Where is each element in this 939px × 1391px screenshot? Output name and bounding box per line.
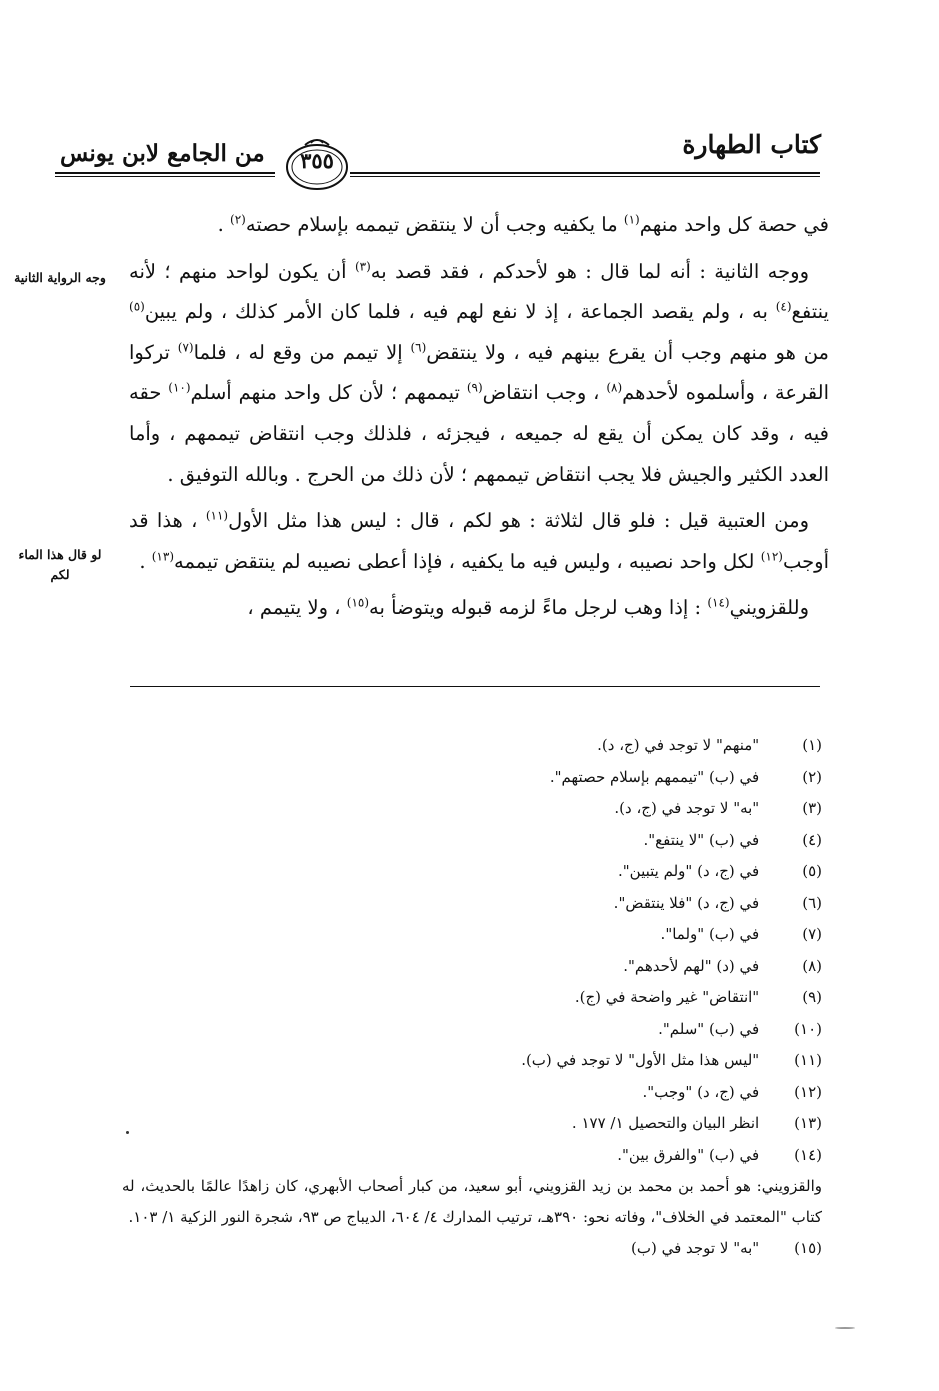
footnote-item: (١٣) انظر البيان والتحصيل ١/ ١٧٧ .	[571, 1114, 822, 1132]
footnote-item: (١) "منهم" لا توجد في (ج، د).	[597, 736, 822, 754]
footnote-ref: (١٣)	[151, 549, 174, 564]
footnote-ref: (١٥)	[346, 595, 370, 610]
main-text	[129, 205, 829, 635]
footnote-ref: (١٠)	[168, 380, 191, 395]
footnote-item: (٧) في (ب) "ولما".	[660, 925, 822, 943]
footnote-item: (٩) "انتقاض" غير واضحة في (ج).	[574, 988, 822, 1006]
footnote-ref: (١١)	[205, 508, 229, 523]
page-number: ٣٥٥	[300, 148, 334, 173]
footnote-item: (٤) في (ب) "لا ينتفع".	[643, 830, 822, 849]
footnote-ref: (٩)	[466, 380, 483, 395]
footnote-item: (٥) في (ج، د) "ولم يتبين".	[618, 862, 822, 880]
footnote-ref: (٣)	[354, 259, 371, 274]
header-rule-left-thin	[55, 176, 275, 177]
scan-speck	[126, 1131, 129, 1134]
footnote-separator	[130, 686, 820, 687]
footnote-item: (١١) "ليس هذا مثل الأول" لا توجد في (ب).	[521, 1051, 822, 1069]
footnote-item: (١٠) في (ب) "سلم".	[658, 1019, 822, 1038]
footnote-ref: (٥)	[129, 299, 145, 314]
footnote-ref: (٧)	[177, 340, 194, 355]
scan-speck	[835, 1327, 855, 1329]
paragraph-4: وللقزويني$^{(١٤)}$ : إذا وهب لرجل ماءً لزمه قبوله ويتوضأ به$^{(١٥)}$ ، ولا يتيمم ،	[247, 595, 809, 620]
footnote-item: (٣) "به" لا توجد في (ج، د).	[614, 799, 822, 817]
footnote-item: (١٥) "به" لا توجد في (ب)	[631, 1239, 822, 1257]
margin-note-second-narration: وجه الرواية الثانية	[14, 270, 106, 285]
footnote-ref: (٢)	[230, 212, 246, 227]
paragraph-2: ووجه الثانية : أنه لما قال : هو لأحدكم ، فقد قصد به$^{(٣)}$ أن يكون لواحد منهم ؛ لأنه ينتفع$^{(٤)}$ به ، ولم يقصد الجماعة ، إذ لا نفع لهم فيه ، فلما كان الأمر كذلك ، ولم يبين$^{(٥)}$ من هو منهم وجب أن يقرع بينهم فيه ، ولا ينتقض$^{(٦)}$ إلا تيمم من وقع له ، فلما$^{(٧)}$ تركوا القرعة ، وأسلموه لأحدهم$^{(٨)}$ ، وجب انتقاض$^{(٩)}$ تيممهم ؛ لأن كل واحد منهم أسلم$^{(١٠)}$ حقه فيه ، وقد كان يمكن أن يقع له جميعه ، فيجزئه ، فلذلك وجب انتقاض تيممهم ، وأما العدد الكثير والجيش فلا يجب انتقاض تيممهم ؛ لأن ذلك من الحرج . وبالله التوفيق .	[129, 259, 830, 486]
paragraph-3: ومن العتبية قيل : فلو قال لثلاثة : هو لكم ، قال : ليس هذا مثل الأول$^{(١١)}$ ، هذا قد أوجب$^{(١٢)}$ لكل واحد نصيبه ، وليس فيه ما يكفيه ، فإذا أعطى نصيبه لم ينتقض تيممه$^{(١٣)}$ .	[129, 508, 829, 573]
book-title: كتاب الطهارة	[682, 130, 821, 159]
footnote-ref: (٨)	[606, 380, 623, 395]
footnotes	[122, 730, 822, 1265]
margin-note-water-for-you: لو قال هذا الماء لكم	[18, 547, 102, 582]
footnote-ref: (١٤)	[707, 595, 730, 610]
header-rule-left	[55, 172, 275, 174]
header-rule-right-thin	[350, 176, 820, 177]
footnote-ref: (١٢)	[760, 549, 783, 564]
source-title: من الجامع لابن يونس	[60, 140, 265, 167]
footnote-ref: (٤)	[775, 299, 792, 314]
footnote-item: (١٤) في (ب) "والفرق بين".	[617, 1145, 822, 1164]
footnote-item: (٢) في (ب) "تيممهم بإسلام حصتهم".	[549, 767, 822, 786]
footnote-ref: (٦)	[410, 340, 427, 355]
footnote-item: (١٢) في (ج، د) "وجب".	[642, 1082, 822, 1101]
footnote-biography: والقزويني: هو أحمد بن محمد بن زيد القزويني، أبو سعيد، من كبار أصحاب الأبهري، كان زاهدًا عالمًا بالحديث، له كتاب "المعتمد في الخلاف"، وفاته نحو: ٣٩٠هـ، ترتيب المدارك ٤/ ٦٠٤، الديباج ص ٩٣، شجرة النور الزكية ١/ ١٠٣.	[122, 1177, 822, 1226]
header-rule-right	[350, 172, 820, 174]
paragraph-1: في حصة كل واحد منهم$^{(١)}$ ما يكفيه وجب أن لا ينتقض تيممه بإسلام حصته$^{(٢)}$ .	[217, 212, 829, 236]
footnote-item: (٦) في (ج، د) "فلا ينتقض".	[613, 893, 822, 912]
footnote-ref: (١)	[623, 212, 640, 227]
footnote-item: (٨) في (د) "لهم لأحدهم".	[623, 956, 822, 975]
